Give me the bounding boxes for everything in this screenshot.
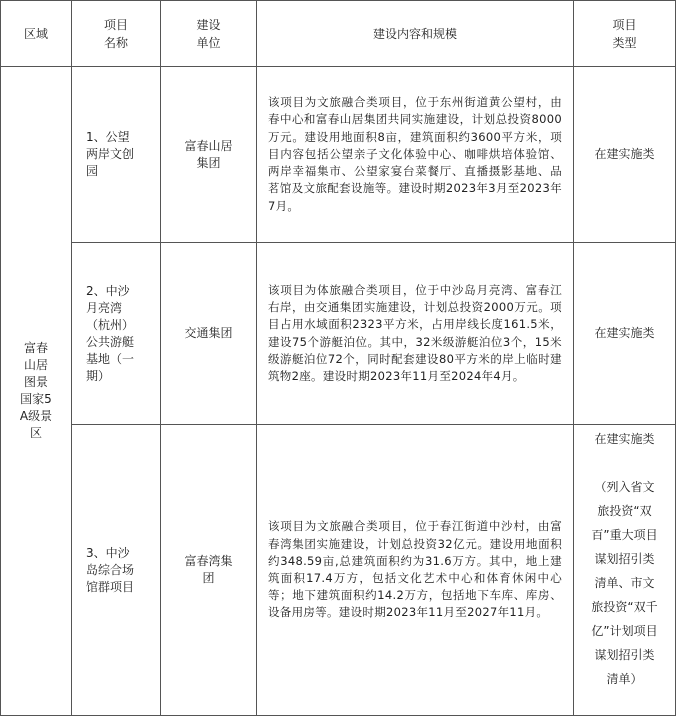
row2-type: 在建实施类 (594, 326, 655, 340)
header-project-type: 项目 类型 (612, 17, 637, 50)
row2-builder: 交通集团 (184, 326, 233, 340)
header-builder: 建设 单位 (196, 17, 221, 50)
row2-project-name: 2、中沙 月亮湾 （杭州） 公共游艇 基地（一 期） (86, 283, 135, 383)
col-divider-3 (256, 0, 257, 716)
row2-content: 该项目为体旅融合类项目，位于中沙岛月亮湾、富春江右岸，由交通集团实施建设，计划总投资2000万元。项目占用水域面积2323平方米，占用岸线长度161.5米，建设75个游艇泊位。其中，32米级游艇泊位3个，15米级游艇泊位72个，同时配套建设80平方米的岸上临时建筑物2座。建设时期2023年11月至2024年4月。 (268, 282, 562, 383)
col-divider-1 (71, 0, 72, 716)
row1-builder: 富春山居 集团 (184, 138, 233, 170)
region-cell: 富春 山居 图景 国家5 A级景 区 (19, 341, 53, 440)
row1-content: 该项目为文旅融合类项目，位于东州街道黄公望村，由春中心和富春山居集团共同实施建设，计划总投资8000万元。建设用地面积8亩，建筑面积约3600平方米，项目内容包括公望亲子文化体验中心、咖啡烘培体验馆、两岸幸福集市、公望家宴台菜餐厅、直播摄影基地、品茗馆及文旅配套设施等。建设时期2023年3月至2023年7月。 (268, 95, 562, 213)
header-region: 区域 (23, 26, 48, 41)
row3-type: 在建实施类 （列入省文 旅投资“双 百”重大项目 谋划招引类 清单、市文 旅投资“双千 亿”计划项目 谋划招引类 清单） (591, 432, 658, 686)
header-content-scale: 建设内容和规模 (372, 26, 457, 41)
row3-builder: 富春湾集 团 (184, 554, 233, 585)
row1-type: 在建实施类 (594, 147, 655, 161)
row3-project-name: 3、中沙 岛综合场 馆群项目 (86, 545, 135, 594)
header-project-name: 项目 名称 (103, 17, 128, 50)
row1-project-name: 1、公望 两岸文创 园 (86, 130, 135, 178)
row3-content: 该项目为文旅融合类项目，位于春江街道中沙村，由富春湾集团实施建设，计划总投资32亿元。建设用地面积约348.59亩,总建筑面积约为31.6万方。其中，地上建筑面积17.4万方，包括文化艺术中心和体育休闲中心等；地下建筑面积约14.2万方，包括地下车库、库房、设备用房等。建设时期2023年11月至2027年11月。 (268, 519, 562, 620)
